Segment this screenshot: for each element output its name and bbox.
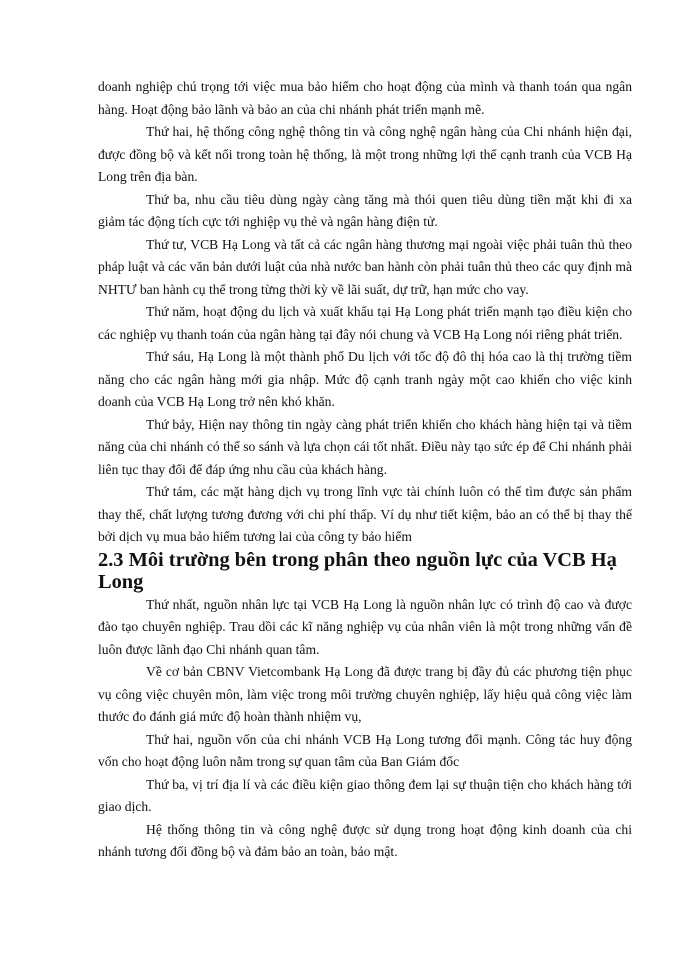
paragraph: Thứ nhất, nguồn nhân lực tại VCB Hạ Long là nguồn nhân lực có trình độ cao và được đào tạo chuyên nghiệp. Trau dồi các kĩ năng nghiệp vụ của nhân viên là một trong những vấn đề luôn được lãnh đạo Chi nhánh quan tâm.: [98, 596, 632, 657]
paragraph: Thứ tư, VCB Hạ Long và tất cả các ngân hàng thương mại ngoài việc phải tuân thủ theo pháp luật và các văn bản dưới luật của nhà nước ban hành còn phải tuân thủ theo các quy định mà NHTƯ ban hành cụ thể trong từng thời kỳ về lãi suất, dự trữ, hạn mức cho vay.: [98, 236, 632, 297]
paragraph: Thứ bảy, Hiện nay thông tin ngày càng phát triển khiến cho khách hàng hiện tại và tiềm năng của chi nhánh có thể so sánh và lựa chọn cái tốt nhất. Điều này tạo sức ép để Chi nhánh phải liên tục thay đổi để đáp ứng nhu cầu của khách hàng.: [98, 416, 632, 477]
document-body: [98, 76, 632, 864]
paragraph: Hệ thống thông tin và công nghệ được sử dụng trong hoạt động kinh doanh của chi nhánh tương đối đồng bộ và đảm bảo an toàn, bảo mật.: [98, 821, 632, 859]
paragraph: Thứ hai, nguồn vốn của chi nhánh VCB Hạ Long tương đối mạnh. Công tác huy động vốn cho hoạt động luôn nằm trong sự quan tâm của Ban Giám đốc: [98, 731, 632, 769]
paragraph: Thứ ba, vị trí địa lí và các điều kiện giao thông đem lại sự thuận tiện cho khách hàng tới giao dịch.: [98, 776, 632, 814]
paragraph: doanh nghiệp chú trọng tới việc mua bảo hiểm cho hoạt động của mình và thanh toán qua ngân hàng. Hoạt động bảo lãnh và bảo an của chi nhánh phát triển mạnh mẽ.: [98, 79, 632, 117]
paragraph: Thứ ba, nhu cầu tiêu dùng ngày càng tăng mà thói quen tiêu dùng tiền mặt khi đi xa giảm tác động tích cực tới nghiệp vụ thẻ và ngân hàng điện tử.: [98, 191, 632, 229]
paragraph: Về cơ bản CBNV Vietcombank Hạ Long đã được trang bị đầy đủ các phương tiện phục vụ công việc chuyên môn, làm việc trong môi trường chuyên nghiệp, lấy hiệu quả công việc làm thước đo đánh giá mức độ hoàn thành nhiệm vụ,: [98, 664, 632, 724]
section-heading: 2.3 Môi trường bên trong phân theo nguồn lực của VCB Hạ Long: [98, 548, 617, 593]
paragraph: Thứ sáu, Hạ Long là một thành phố Du lịch với tốc độ đô thị hóa cao là thị trường tiềm năng cho các ngân hàng mới gia nhập. Mức độ cạnh tranh ngày một cao khiến cho việc kinh doanh của VCB Hạ Long trở nên khó khăn.: [98, 349, 632, 409]
paragraph: Thứ năm, hoạt động du lịch và xuất khẩu tại Hạ Long phát triển mạnh tạo điều kiện cho các nghiệp vụ thanh toán của ngân hàng tại đây nói chung và VCB Hạ Long nói riêng phát triển.: [98, 304, 632, 342]
paragraph: Thứ tám, các mặt hàng dịch vụ trong lĩnh vực tài chính luôn có thể tìm được sản phẩm thay thế, chất lượng tương đương với chi phí thấp. Ví dụ như tiết kiệm, bảo an có thể bị thay thế bởi dịch vụ mua bảo hiểm tương lai của công ty bảo hiểm: [98, 484, 632, 544]
paragraph: Thứ hai, hệ thống công nghệ thông tin và công nghệ ngân hàng của Chi nhánh hiện đại, được đồng bộ và kết nối trong toàn hệ thống, là một trong những lợi thế cạnh tranh của VCB Hạ Long trên địa bàn.: [98, 124, 632, 184]
